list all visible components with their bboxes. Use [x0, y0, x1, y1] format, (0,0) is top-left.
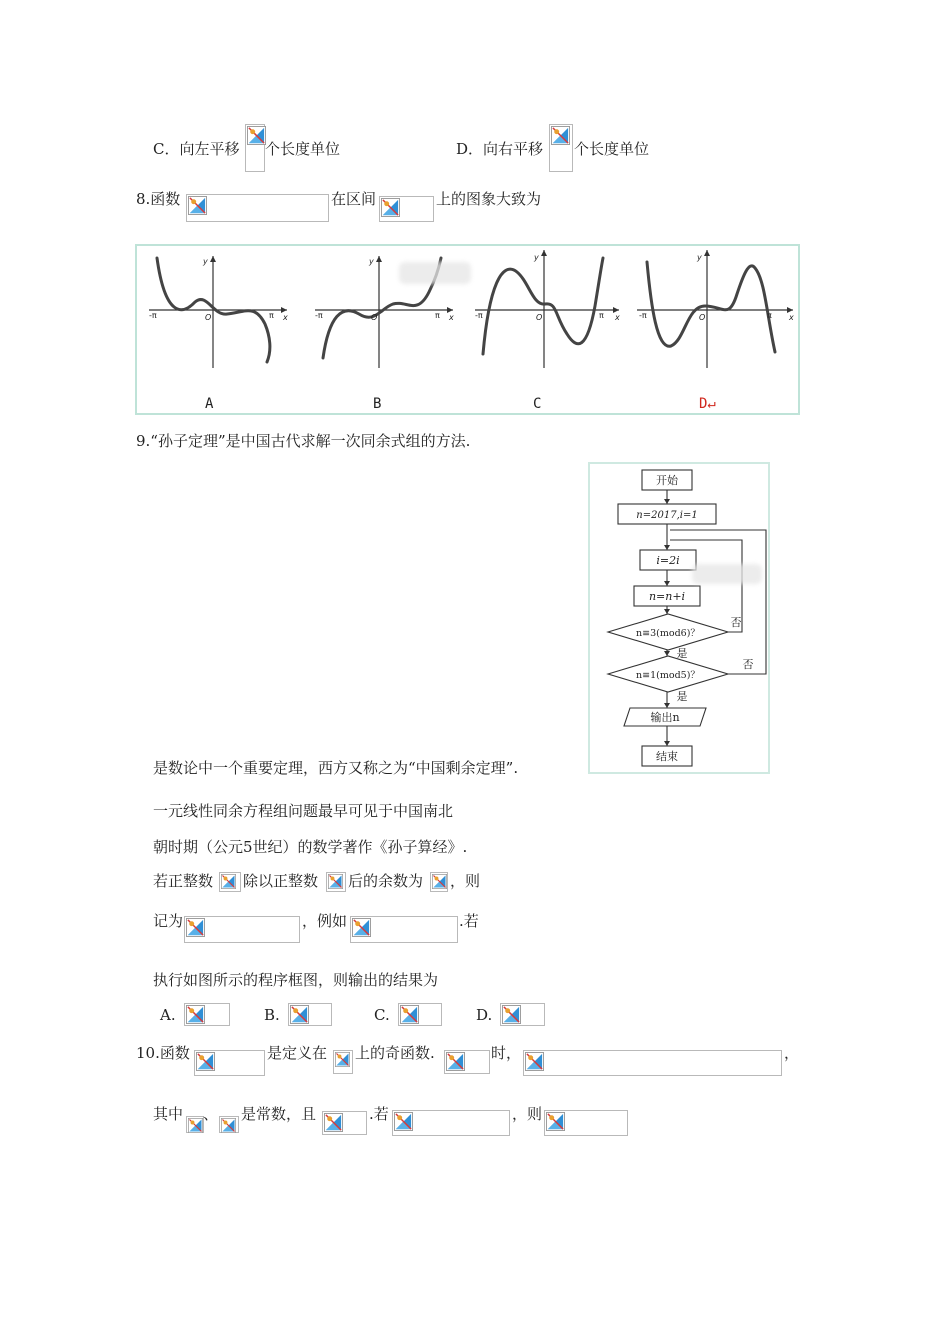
q10-given-image: [392, 1110, 510, 1136]
q8-middle: 在区间: [331, 190, 377, 208]
broken-image-icon: [290, 1005, 309, 1024]
broken-image-icon: [551, 126, 570, 145]
q10-answer-image: [544, 1110, 628, 1136]
q9-line5-a: 记为: [153, 912, 184, 930]
q8-function-image: [186, 194, 329, 222]
q8-a-origin: O: [205, 313, 212, 322]
q8-a-x-label: x: [283, 313, 288, 322]
flow-no-1: 否: [730, 616, 742, 629]
q10-i: .若: [369, 1105, 389, 1123]
flow-no-2: 否: [742, 658, 754, 671]
q10-expression-image: [523, 1050, 782, 1076]
broken-image-icon: [352, 918, 371, 937]
broken-image-icon: [400, 1005, 419, 1024]
broken-image-icon: [502, 1005, 521, 1024]
q9-option-a-image: [184, 1003, 230, 1026]
q8-label-c: C: [533, 396, 542, 412]
q7-d-formula-image: [549, 124, 573, 172]
q8-c-right-tick: π: [599, 311, 604, 320]
q9-line6: 执行如图所示的程序框图，则输出的结果为: [153, 971, 439, 989]
q10-a: 10.函数: [136, 1044, 190, 1062]
q8-suffix: 上的图象大致为: [436, 190, 542, 208]
broken-image-icon: [381, 198, 400, 217]
q8-c-y-label: y: [534, 253, 539, 262]
flow-step1-label: i=2i: [656, 554, 680, 567]
q8-d-y-label: y: [697, 253, 702, 262]
q10-g: 、: [203, 1105, 219, 1123]
q8-a-right-tick: π: [269, 311, 274, 320]
q10-j: ，则: [512, 1105, 543, 1123]
q10-function-image: [194, 1050, 265, 1076]
q9-line4-a: 若正整数: [153, 872, 214, 890]
q8-prefix: 8.函数: [136, 190, 181, 208]
q7-option-c-suffix: 个长度单位: [265, 140, 341, 158]
q10-b: 是定义在: [267, 1044, 328, 1062]
flow-end-label: 结束: [656, 750, 678, 763]
q8-d-origin: O: [699, 313, 706, 322]
q9-option-b: B.: [264, 1006, 280, 1024]
broken-image-icon: [525, 1052, 544, 1071]
q10-condition-image: [444, 1050, 490, 1074]
q9-line2: 一元线性同余方程组问题最早可见于中国南北: [153, 802, 454, 820]
broken-image-icon: [188, 1118, 203, 1133]
broken-image-icon: [186, 1005, 205, 1024]
q8-b-left-tick: -π: [315, 311, 323, 320]
broken-image-icon: [186, 918, 205, 937]
q10-e: ，: [784, 1044, 800, 1062]
q10-domain-image: [333, 1050, 353, 1074]
q8-b-right-tick: π: [435, 311, 440, 320]
q9-line4-d: ，则: [450, 872, 481, 890]
q8-c-x-label: x: [615, 313, 620, 322]
q10-d: 时，: [491, 1044, 522, 1062]
flow-yes-2: 是: [676, 690, 688, 703]
q9-line1: 是数论中一个重要定理，西方又称之为“中国剩余定理”.: [153, 759, 519, 777]
broken-image-icon: [324, 1113, 343, 1132]
flow-cond1-label: n≡3(mod6)？: [636, 628, 700, 639]
q8-graph-panel: [135, 244, 800, 415]
q9-line3: 朝时期（公元5世纪）的数学著作《孙子算经》.: [153, 838, 468, 856]
q8-b-x-label: x: [449, 313, 454, 322]
q9-option-a: A.: [160, 1006, 176, 1024]
q9-line4-b: 除以正整数: [243, 872, 319, 890]
q10-a-image: [186, 1116, 204, 1133]
q9-option-c: C.: [374, 1006, 390, 1024]
q9-intro: 9.“孙子定理”是中国古代求解一次同余式组的方法.: [136, 432, 471, 450]
q8-d-right-tick: π: [767, 311, 772, 320]
q9-m-image: [326, 872, 346, 892]
flow-cond2-label: n≡1(mod5)？: [636, 670, 700, 681]
q9-a-image: [219, 872, 241, 892]
q8-b-y-label: y: [369, 257, 374, 266]
q9-line5-c: .若: [459, 912, 479, 930]
q8-a-y-label: y: [203, 257, 208, 266]
q8-d-left-tick: -π: [639, 311, 647, 320]
q7-option-d-suffix: 个长度单位: [574, 140, 650, 158]
q9-option-b-image: [288, 1003, 332, 1026]
q8-label-b: B: [373, 396, 382, 412]
flow-step2-label: n=n+i: [648, 590, 686, 603]
q9-n-image: [430, 872, 448, 892]
q9-line4-c: 后的余数为: [348, 872, 424, 890]
q9-option-d-image: [500, 1003, 545, 1026]
q8-label-d: D↵: [699, 396, 716, 412]
flow-init-label: n=2017,i=1: [636, 510, 698, 521]
q8-c-origin: O: [536, 313, 543, 322]
q10-b-image: [219, 1116, 239, 1133]
q7-c-formula-image: [245, 124, 265, 172]
q7-option-d-prefix: D．向右平移: [456, 140, 544, 158]
q8-d-x-label: x: [789, 313, 794, 322]
q7-option-c-prefix: C．向左平移: [153, 140, 240, 158]
q10-constraint-image: [322, 1111, 367, 1135]
q8-interval-image: [379, 196, 434, 222]
q9-option-d: D.: [476, 1006, 493, 1024]
q9-flowchart: [588, 462, 770, 774]
broken-image-icon: [335, 1052, 350, 1067]
smudge: [692, 564, 762, 584]
broken-image-icon: [546, 1112, 565, 1131]
q10-c: 上的奇函数.: [355, 1044, 435, 1062]
broken-image-icon: [196, 1052, 215, 1071]
smudge: [399, 262, 471, 284]
flow-yes-1: 是: [676, 647, 688, 660]
q9-line5-b: ，例如: [302, 912, 348, 930]
broken-image-icon: [432, 874, 447, 889]
broken-image-icon: [221, 1118, 236, 1133]
broken-image-icon: [247, 126, 266, 145]
broken-image-icon: [328, 874, 343, 889]
broken-image-icon: [394, 1112, 413, 1131]
q8-b-origin: O: [371, 313, 378, 322]
q8-a-left-tick: -π: [149, 311, 157, 320]
flow-start-label: 开始: [656, 474, 678, 487]
q8-label-a: A: [205, 396, 214, 412]
broken-image-icon: [221, 874, 236, 889]
q9-notation-image: [184, 916, 300, 943]
broken-image-icon: [188, 196, 207, 215]
broken-image-icon: [446, 1052, 465, 1071]
q9-example-image: [350, 916, 458, 943]
q10-h: 是常数，且: [241, 1105, 317, 1123]
flow-output-label: 输出n: [650, 711, 680, 724]
q10-f: 其中: [153, 1105, 184, 1123]
q8-c-left-tick: -π: [475, 311, 483, 320]
q9-option-c-image: [398, 1003, 442, 1026]
